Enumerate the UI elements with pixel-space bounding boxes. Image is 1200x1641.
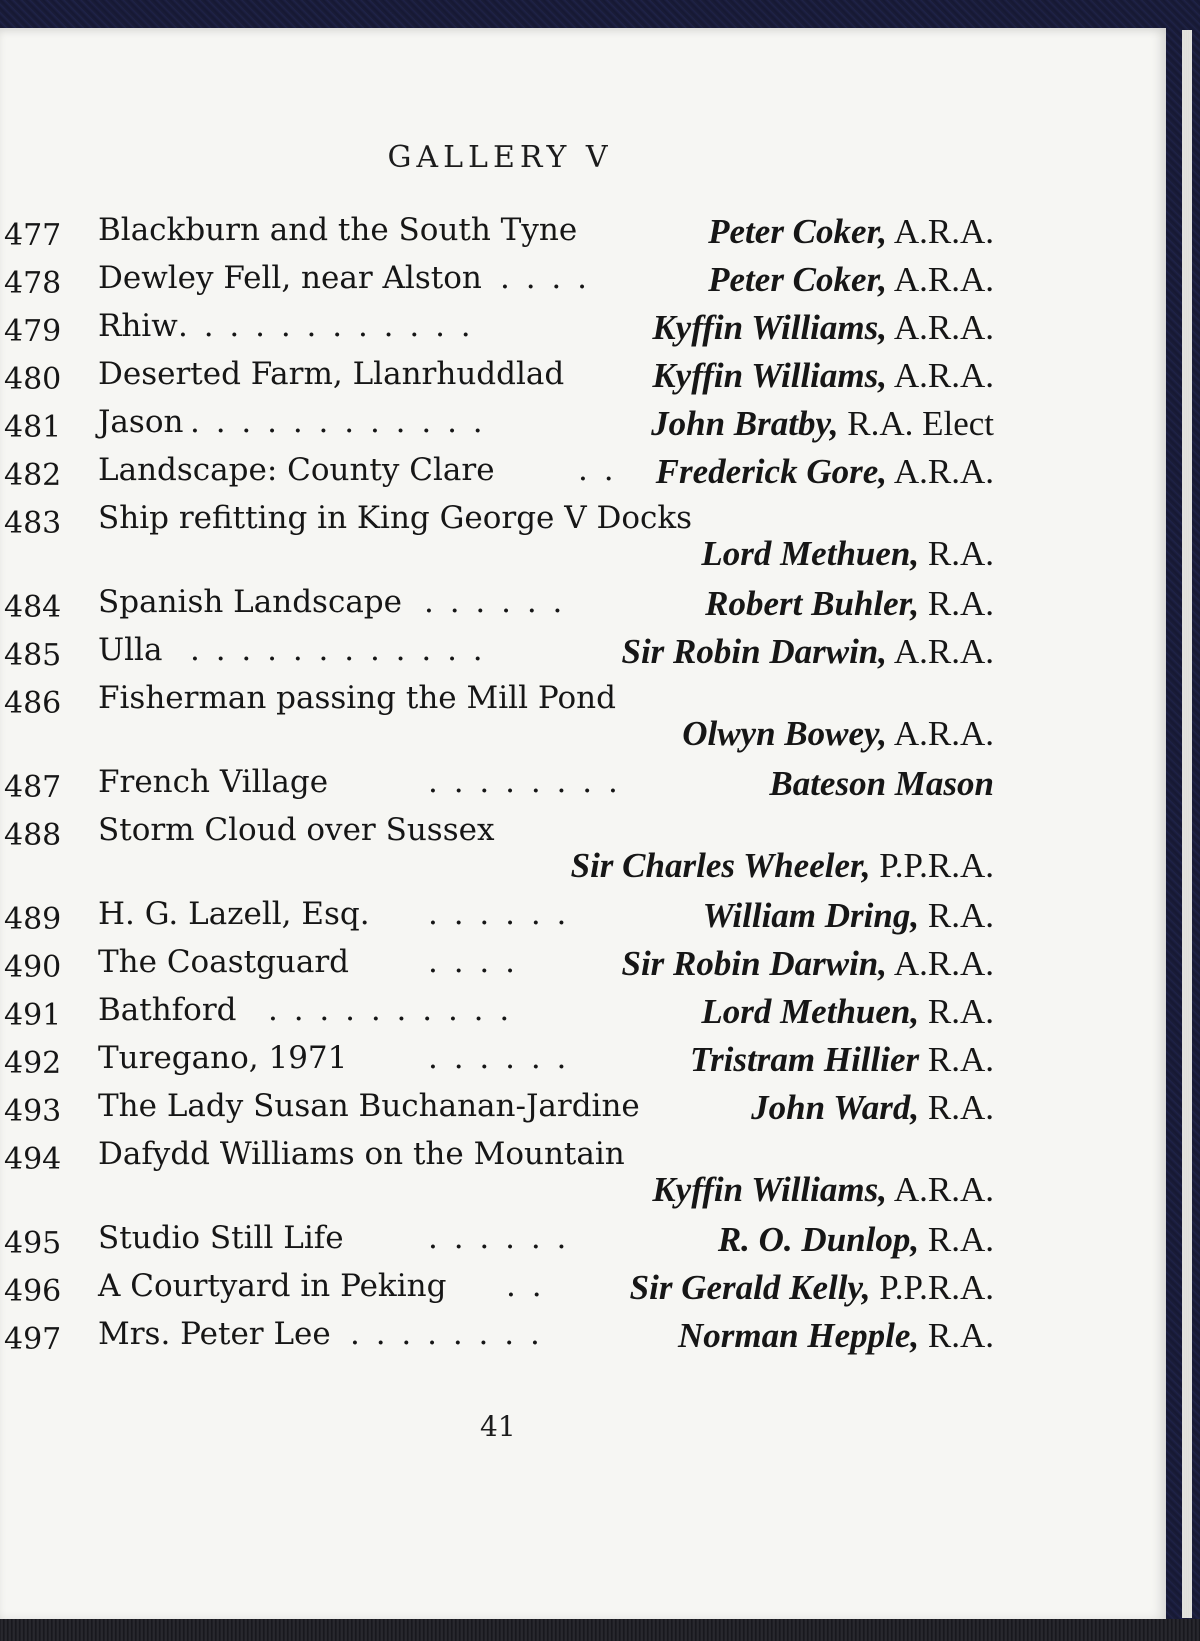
- dot-leader: . . . . . .: [424, 584, 566, 620]
- entry-artist: [630, 1268, 994, 1308]
- entry-title: Deserted Farm, Llanrhuddlad: [98, 356, 565, 392]
- entry-number: 492: [4, 1046, 62, 1081]
- entry-title: Spanish Landscape: [98, 584, 402, 620]
- entry-title: Rhiw: [98, 308, 178, 344]
- dot-leader: . . . .: [428, 944, 518, 980]
- artist-honours: A.R.A.: [893, 944, 994, 983]
- entry-number: 484: [4, 590, 62, 625]
- entry-artist: [621, 632, 994, 672]
- entry-artist: [656, 452, 994, 492]
- artist-name: John Bratby,: [651, 404, 839, 443]
- page-edges: [1182, 30, 1192, 1618]
- dot-leader: . . . . . .: [428, 1220, 570, 1256]
- dot-leader: . . . . . . . .: [350, 1316, 543, 1352]
- artist-honours: R.A.: [927, 534, 994, 573]
- artist-name: Tristram Hillier: [689, 1040, 920, 1079]
- entry-artist: [751, 1088, 994, 1128]
- artist-honours: R.A.: [927, 896, 994, 935]
- artist-honours: R.A. Elect: [847, 404, 994, 443]
- entry-artist: [690, 1040, 994, 1080]
- entry-number: 479: [4, 314, 62, 349]
- artist-honours: R.A.: [927, 1316, 994, 1355]
- artist-honours: A.R.A.: [893, 632, 994, 671]
- artist-name: Kyffin Williams,: [652, 356, 888, 395]
- entry-artist: [708, 260, 994, 300]
- artist-honours: R.A.: [927, 584, 994, 623]
- catalogue-entry: [0, 584, 996, 628]
- entry-number: 480: [4, 362, 62, 397]
- artist-honours: A.R.A.: [893, 1170, 994, 1209]
- catalogue-entry: [0, 632, 996, 676]
- artist-name: Frederick Gore,: [655, 452, 888, 491]
- entry-artist: [651, 404, 994, 444]
- entry-title: Ship refitting in King George V Docks: [98, 500, 693, 536]
- entry-artist: [705, 584, 994, 624]
- catalogue-entry: [0, 944, 996, 988]
- artist-name: Sir Robin Darwin,: [621, 632, 888, 671]
- artist-honours: R.A.: [927, 1040, 994, 1079]
- dot-leader: . .: [578, 452, 617, 488]
- catalogue-entry: [0, 260, 996, 304]
- entry-title: A Courtyard in Peking: [98, 1268, 447, 1304]
- catalogue-entry: [0, 404, 996, 448]
- artist-name: Sir Robin Darwin,: [621, 944, 888, 983]
- entry-number: 487: [4, 770, 62, 805]
- entry-artist: [701, 534, 994, 574]
- artist-honours: A.R.A.: [893, 308, 994, 347]
- artist-name: Lord Methuen,: [701, 992, 920, 1031]
- catalogue-entry: [0, 1316, 996, 1360]
- entry-number: 488: [4, 818, 62, 853]
- entry-number: 497: [4, 1322, 62, 1357]
- artist-honours: R.A.: [927, 1088, 994, 1127]
- artist-honours: P.P.R.A.: [879, 846, 994, 885]
- entry-title: The Lady Susan Buchanan-Jardine: [98, 1088, 640, 1124]
- catalogue-entry: [0, 356, 996, 400]
- entry-artist: [682, 714, 994, 754]
- catalogue-entry: [0, 1220, 996, 1264]
- dot-leader: . . . . . . . . . . . .: [178, 308, 474, 344]
- bottom-cover-strip: [0, 1619, 1200, 1641]
- artist-honours: R.A.: [927, 1220, 994, 1259]
- entry-artist: [571, 846, 994, 886]
- entry-title: Mrs. Peter Lee: [98, 1316, 331, 1352]
- dot-leader: . . . . . .: [428, 1040, 570, 1076]
- entry-title: Dewley Fell, near Alston: [98, 260, 482, 296]
- entry-title: Jason: [98, 404, 184, 440]
- entry-artist: [652, 1170, 994, 1210]
- entry-artist: [708, 212, 994, 252]
- dot-leader: . .: [506, 1268, 545, 1304]
- entry-title: Storm Cloud over Sussex: [98, 812, 495, 848]
- gallery-heading: GALLERY V: [387, 140, 613, 175]
- artist-name: Kyffin Williams,: [652, 1170, 888, 1209]
- entry-title: French Village: [98, 764, 329, 800]
- dot-leader: . . . . . . . . . .: [268, 992, 513, 1028]
- entry-number: 493: [4, 1094, 62, 1129]
- artist-honours: A.R.A.: [893, 260, 994, 299]
- artist-honours: A.R.A.: [893, 212, 994, 251]
- entry-number: 481: [4, 410, 62, 445]
- artist-name: Sir Gerald Kelly,: [629, 1268, 871, 1307]
- catalogue-entry: [0, 812, 996, 900]
- artist-name: R. O. Dunlop,: [717, 1220, 920, 1259]
- artist-name: Lord Methuen,: [701, 534, 920, 573]
- catalogue-entry: [0, 764, 996, 808]
- entry-number: 491: [4, 998, 62, 1033]
- artist-name: Kyffin Williams,: [652, 308, 888, 347]
- entry-number: 495: [4, 1226, 62, 1261]
- artist-name: Norman Hepple,: [678, 1316, 920, 1355]
- catalogue-entry: [0, 1136, 996, 1224]
- artist-honours: R.A.: [927, 992, 994, 1031]
- catalogue-entry: [0, 1040, 996, 1084]
- entry-title: H. G. Lazell, Esq.: [98, 896, 370, 932]
- catalogue-entry: [0, 680, 996, 768]
- entry-title: Landscape: County Clare: [98, 452, 495, 488]
- artist-name: Sir Charles Wheeler,: [570, 846, 871, 885]
- entry-artist: [718, 1220, 994, 1260]
- entry-number: 485: [4, 638, 62, 673]
- dot-leader: . . . . . . . . . . . .: [190, 632, 486, 668]
- entry-number: 482: [4, 458, 62, 493]
- entry-artist: [652, 356, 994, 396]
- page-number: 41: [480, 1410, 516, 1443]
- entry-artist: [703, 896, 994, 936]
- entry-title: Fisherman passing the Mill Pond: [98, 680, 616, 716]
- entry-title: Blackburn and the South Tyne: [98, 212, 578, 248]
- entry-number: 490: [4, 950, 62, 985]
- entry-artist: [678, 1316, 994, 1356]
- catalogue-entry: [0, 1268, 996, 1312]
- entry-title: The Coastguard: [98, 944, 350, 980]
- entry-title: Turegano, 1971: [98, 1040, 348, 1076]
- artist-name: John Ward,: [751, 1088, 920, 1127]
- artist-name: Peter Coker,: [708, 260, 888, 299]
- catalogue-entry: [0, 452, 996, 496]
- artist-name: Robert Buhler,: [705, 584, 920, 623]
- catalogue-entry: [0, 896, 996, 940]
- artist-name: Peter Coker,: [708, 212, 888, 251]
- entry-artist: [621, 944, 994, 984]
- entry-number: 477: [4, 218, 62, 253]
- entry-title: Dafydd Williams on the Mountain: [98, 1136, 625, 1172]
- entry-number: 489: [4, 902, 62, 937]
- entry-title: Ulla: [98, 632, 163, 668]
- entry-number: 496: [4, 1274, 62, 1309]
- dot-leader: . . . . . .: [428, 896, 570, 932]
- artist-honours: A.R.A.: [893, 452, 994, 491]
- artist-honours: P.P.R.A.: [879, 1268, 994, 1307]
- entry-number: 486: [4, 686, 62, 721]
- entry-number: 483: [4, 506, 62, 541]
- catalogue-entry: [0, 992, 996, 1036]
- catalogue-entry: [0, 500, 996, 588]
- catalogue-entry: [0, 308, 996, 352]
- catalogue-entry: [0, 212, 996, 256]
- entry-title: Studio Still Life: [98, 1220, 344, 1256]
- artist-name: Bateson Mason: [769, 764, 994, 803]
- artist-honours: A.R.A.: [893, 714, 994, 753]
- artist-name: William Dring,: [702, 896, 920, 935]
- entry-number: 494: [4, 1142, 62, 1177]
- dot-leader: . . . . . . . . . . . .: [190, 404, 486, 440]
- dot-leader: . . . .: [500, 260, 590, 296]
- artist-name: Olwyn Bowey,: [682, 714, 888, 753]
- entry-title: Bathford: [98, 992, 237, 1028]
- entry-artist: [769, 764, 994, 804]
- entry-artist: [701, 992, 994, 1032]
- entry-number: 478: [4, 266, 62, 301]
- catalogue-entry: [0, 1088, 996, 1132]
- artist-honours: A.R.A.: [893, 356, 994, 395]
- dot-leader: . . . . . . . .: [428, 764, 621, 800]
- entry-artist: [652, 308, 994, 348]
